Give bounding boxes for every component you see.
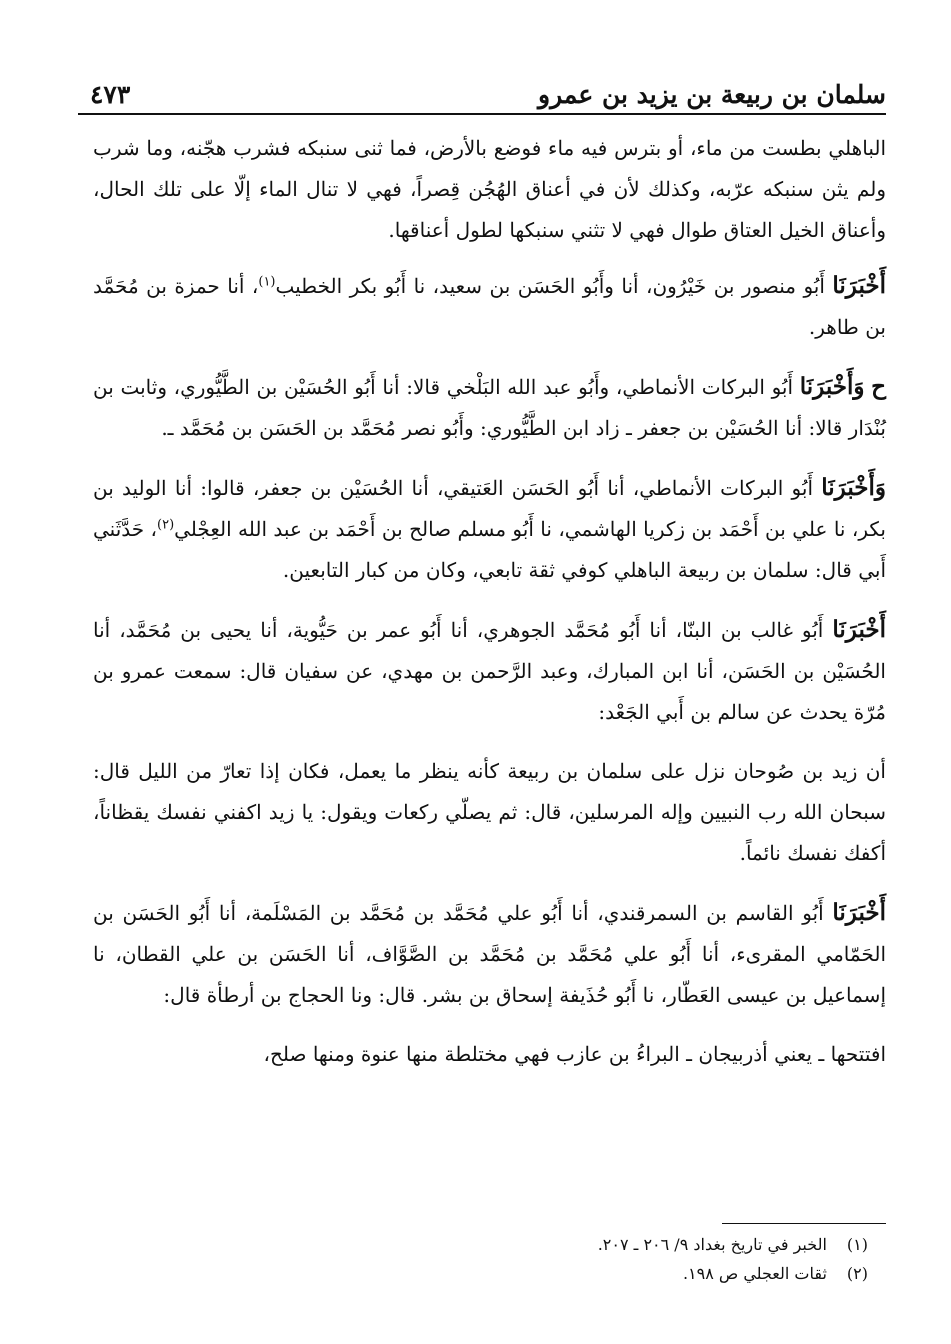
keyword: أَخْبَرَنَا (832, 272, 887, 299)
paragraph-text: أَبُو غالب بن البنّا، أنا أَبُو مُحَمَّد الجوهري، أنا أَبُو عمر بن حَيُّوية، أنا يحيى بن مُحَمَّد، أنا الحُسَيْن بن الحَسَن، أنا ابن المبارك، وعبد الرَّحمن بن مهدي، عن سفيان قال: سمعت عمرو بن مُرّة يحدث عن سالم بن أَبي الجَعْد: (93, 618, 886, 724)
paragraph-text: ، حَدَّثَني أَبي قال: سلمان بن ربيعة الباهلي كوفي ثقة تابعي، وكان من كبار التابعين. (93, 517, 886, 582)
footnote-ref[interactable]: (١) (258, 274, 276, 290)
paragraph-text: الباهلي بطست من ماء، أو بترس فيه ماء فوضع بالأرض، فما ثنى سنبكه فشرب هجّنه، وما شرب ولم يثن سنبكه عرّبه، وكذلك لأن في أعناق الهُجُن قِصراً، فهي لا تنال الماء إلّا على تلك الحال، وأعناق الخيل العتاق طوال فهي لا تثني سنبكها لطول أعناقها. (93, 136, 886, 242)
paragraph (93, 892, 886, 1016)
keyword: أَخْبَرَنَا (832, 899, 887, 926)
page-number: ٤٧٣ (90, 80, 131, 109)
paragraph-text: أَبُو منصور بن خَيْرُون، أنا وأَبُو الحَسَن بن سعيد، نا أَبُو بكر الخطيب (275, 274, 825, 298)
keyword: أَخْبَرَنَا (832, 616, 886, 643)
main-text (93, 128, 886, 1093)
footnote (300, 1230, 868, 1259)
paragraph (93, 751, 886, 874)
footnote-number: (٢) (846, 1264, 868, 1283)
paragraph (93, 366, 886, 449)
paragraph (93, 609, 886, 733)
paragraph-text: أن زيد بن صُوحان نزل على سلمان بن ربيعة كأنه ينظر ما يعمل، فكان إذا تعارّ من الليل قال: سبحان الله رب النبيين وإله المرسلين، قال: ثم يصلّي ركعات ويقول: يا زيد اكفني نفسك يقظاناً، أكفك نفسك نائماً. (93, 759, 886, 865)
running-header (78, 78, 886, 112)
paragraph-text: أَبُو البركات الأنماطي، أنا أَبُو الحَسَن العَتيقي، أنا الحُسَيْن بن جعفر، قالوا: أنا الوليد بن بكر، نا علي بن أَحْمَد بن زكريا الهاشمي، نا أَبُو مسلم صالح بن أَحْمَد بن عبد الله العِجْلي (93, 476, 886, 541)
keyword: وَأَخْبَرَنَا (821, 474, 887, 501)
paragraph-text: افتتحها ـ يعني أذربيجان ـ البراءُ بن عازب فهي مختلطة منها عنوة ومنها صلح، (263, 1042, 886, 1066)
paragraph (93, 128, 886, 251)
footnote-rule (722, 1223, 886, 1224)
keyword: وَأَخْبَرَنَا (799, 373, 865, 400)
paragraph-text: ، أنا حمزة بن مُحَمَّد بن طاهر. (93, 274, 886, 339)
paragraph (93, 265, 886, 348)
footnote-text: ثقات العجلي ص ١٩٨. (682, 1264, 827, 1283)
header-rule (78, 113, 886, 115)
footnote-number: (١) (846, 1235, 868, 1254)
paragraph-text: أَبُو البركات الأنماطي، وأَبُو عبد الله البَلْخي قالا: أنا أَبُو الحُسَيْن بن الطَّيُّوري، وثابت بن بُنْدَار قالا: أنا الحُسَيْن بن جعفر ـ زاد ابن الطَّيُّوري: وأَبُو نصر مُحَمَّد بن الحَسَن بن مُحَمَّد ـ. (93, 375, 886, 440)
footnote-ref[interactable]: (٢) (157, 517, 175, 533)
isnad-marker: ح (871, 373, 887, 400)
footnotes (300, 1230, 868, 1288)
footnote-text: الخبر في تاريخ بغداد ٩/ ٢٠٦ ـ ٢٠٧. (597, 1235, 827, 1254)
paragraph (93, 467, 886, 591)
footnote (300, 1259, 868, 1288)
paragraph-text: أَبُو القاسم بن السمرقندي، أنا أَبُو علي مُحَمَّد بن مُحَمَّد بن المَسْلَمة، أنا أَبُو الحَسَن بن الحَمّامي المقرىء، أنا أَبُو علي مُحَمَّد بن مُحَمَّد بن الصَّوَّاف، أنا الحَسَن بن علي القطان، نا إسماعيل بن عيسى العَطّار، نا أَبُو حُذَيفة إسحاق بن بشر. قال: ونا الحجاج بن أرطأة قال: (93, 901, 886, 1007)
running-title: سلمان بن ربيعة بن يزيد بن عمرو (538, 80, 886, 109)
paragraph (93, 1034, 886, 1075)
